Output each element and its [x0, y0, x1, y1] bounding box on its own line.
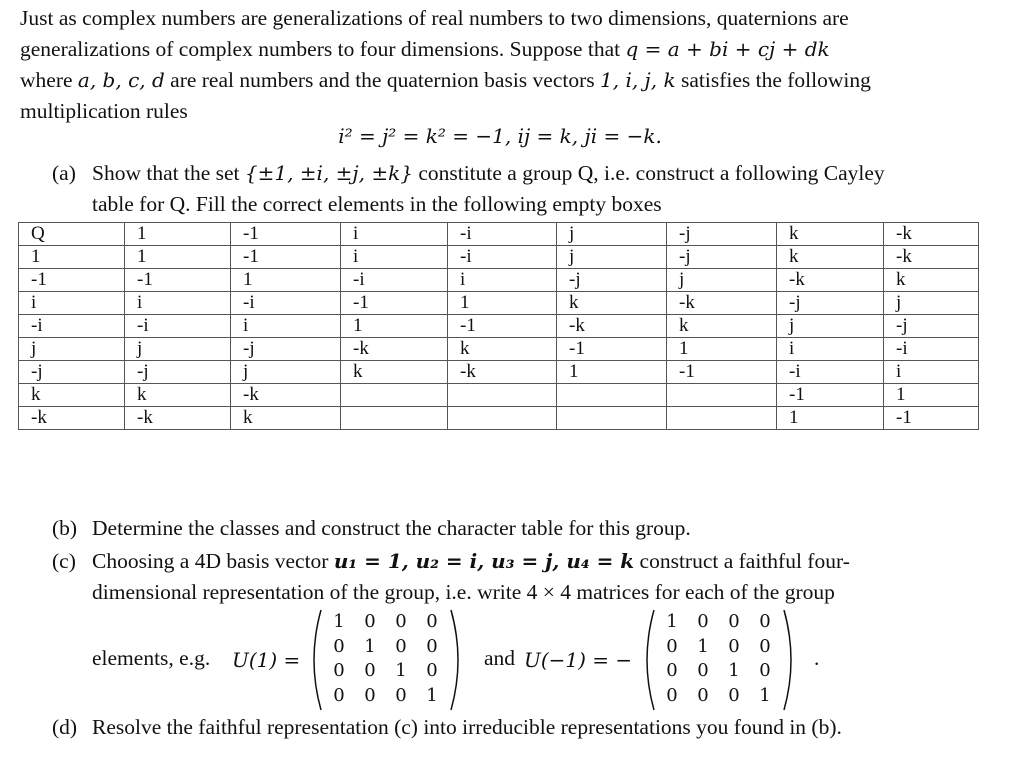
- part-c-text: construct a faithful four-: [634, 549, 850, 573]
- part-c: [52, 546, 1002, 608]
- table-cell: 1: [557, 361, 667, 384]
- matrix-entry: 0: [364, 684, 376, 706]
- matrix-entry: 1: [364, 635, 376, 657]
- table-cell: -1: [884, 407, 979, 430]
- matrix-entry: 1: [395, 660, 407, 681]
- matrix-entry: 0: [395, 635, 407, 657]
- matrix-examples: [92, 608, 1012, 712]
- table-cell: i: [19, 292, 125, 315]
- part-b-label: (b): [52, 516, 78, 540]
- table-cell: 1: [777, 407, 884, 430]
- matrix-entry: 0: [759, 660, 771, 681]
- table-cell: -k: [231, 384, 341, 407]
- empty-cell[interactable]: [557, 407, 667, 430]
- matrix-entry: 0: [728, 611, 740, 632]
- matrix-entry: 0: [666, 684, 678, 706]
- part-d-label: (d): [52, 715, 78, 739]
- part-c-text: Choosing a 4D basis vector: [92, 549, 334, 573]
- intro-text: satisfies the following: [675, 68, 871, 92]
- table-cell: -j: [125, 361, 231, 384]
- right-paren: [451, 610, 458, 710]
- table-cell: -k: [884, 223, 979, 246]
- matrix-entry: 0: [697, 684, 709, 706]
- part-b-text: Determine the classes and construct the character table for this group.: [92, 516, 691, 540]
- table-cell: -1: [19, 269, 125, 292]
- table-row: [19, 338, 979, 361]
- matrix-entry: 0: [728, 635, 740, 657]
- table-cell: j: [557, 246, 667, 269]
- matrix-entry: 1: [697, 635, 709, 657]
- table-cell: k: [231, 407, 341, 430]
- table-cell: -1: [448, 315, 557, 338]
- table-cell: k: [125, 384, 231, 407]
- table-cell: i: [125, 292, 231, 315]
- table-cell: -1: [231, 246, 341, 269]
- intro-text: generalizations of complex numbers to four dimensions. Suppose that: [20, 37, 626, 61]
- table-row: [19, 292, 979, 315]
- part-a-text: constitute a group Q, i.e. construct a following Cayley: [412, 161, 885, 185]
- table-header-row: [19, 223, 979, 246]
- table-cell: -j: [667, 246, 777, 269]
- part-c-text: dimensional representation of the group, i.e. write 4 × 4 matrices for each of the group: [92, 580, 835, 604]
- matrix-entry: 0: [697, 611, 709, 632]
- table-cell: -k: [667, 292, 777, 315]
- table-cell: -j: [884, 315, 979, 338]
- matrix-entry: 1: [759, 684, 771, 706]
- table-cell: 1: [19, 246, 125, 269]
- table-cell: -i: [231, 292, 341, 315]
- table-cell: i: [884, 361, 979, 384]
- period: .: [814, 646, 820, 670]
- empty-cell[interactable]: [341, 407, 448, 430]
- table-cell: i: [341, 223, 448, 246]
- table-cell: -1: [341, 292, 448, 315]
- matrix-entry: 0: [333, 684, 345, 706]
- table-cell: -i: [448, 223, 557, 246]
- table-cell: j: [19, 338, 125, 361]
- matrix-entry: 1: [426, 684, 438, 706]
- table-cell: Q: [19, 223, 125, 246]
- matrix-entry: 0: [364, 611, 376, 632]
- table-cell: -k: [557, 315, 667, 338]
- table-cell: 1: [231, 269, 341, 292]
- part-a-label: (a): [52, 161, 76, 185]
- table-cell: 1: [667, 338, 777, 361]
- table-cell: j: [884, 292, 979, 315]
- part-c-label: (c): [52, 549, 76, 573]
- table-cell: -i: [341, 269, 448, 292]
- intro-text: Just as complex numbers are generalizations of real numbers to two dimensions, quaternions are: [20, 6, 849, 30]
- table-cell: -i: [19, 315, 125, 338]
- table-row: [19, 315, 979, 338]
- intro-line-4: [20, 96, 1010, 127]
- table-row: [19, 384, 979, 407]
- matrix-entry: 0: [426, 635, 438, 657]
- matrix-entry: 0: [759, 635, 771, 657]
- table-cell: k: [448, 338, 557, 361]
- table-cell: k: [777, 223, 884, 246]
- table-cell: k: [341, 361, 448, 384]
- table-cell: j: [777, 315, 884, 338]
- table-cell: -k: [341, 338, 448, 361]
- empty-cell[interactable]: [667, 407, 777, 430]
- table-cell: k: [667, 315, 777, 338]
- table-cell: -1: [777, 384, 884, 407]
- basis-vectors: 1, i, j, k: [600, 68, 676, 92]
- right-paren: [784, 610, 791, 710]
- table-cell: 1: [884, 384, 979, 407]
- table-cell: i: [341, 246, 448, 269]
- table-cell: i: [231, 315, 341, 338]
- part-a-text: table for Q. Fill the correct elements in the following empty boxes: [92, 192, 662, 216]
- matrix-entry: 0: [728, 684, 740, 706]
- u1-label: U(1) =: [232, 648, 301, 672]
- table-cell: k: [557, 292, 667, 315]
- matrix-entry: 0: [333, 660, 345, 681]
- table-cell: k: [19, 384, 125, 407]
- matrix-entry: 0: [333, 635, 345, 657]
- table-row: [19, 361, 979, 384]
- table-cell: 1: [125, 223, 231, 246]
- table-cell: -k: [884, 246, 979, 269]
- basis-definition: u₁ = 1, u₂ = i, u₃ = j, u₄ = k: [333, 549, 635, 573]
- matrix-entry: 0: [364, 660, 376, 681]
- table-cell: j: [231, 361, 341, 384]
- quaternion-formula: q = a + bi + cj + dk: [625, 37, 830, 61]
- table-cell: i: [448, 269, 557, 292]
- table-cell: k: [884, 269, 979, 292]
- table-cell: -k: [777, 269, 884, 292]
- matrix-u1: [307, 608, 467, 712]
- matrix-entry: 0: [395, 684, 407, 706]
- table-cell: -i: [777, 361, 884, 384]
- matrix-entry: 1: [666, 611, 678, 632]
- table-cell: -1: [667, 361, 777, 384]
- table-cell: -k: [125, 407, 231, 430]
- table-cell: k: [777, 246, 884, 269]
- matrix-entry: 0: [666, 635, 678, 657]
- table-cell: j: [667, 269, 777, 292]
- matrix-entry: 0: [426, 611, 438, 632]
- intro-text: where: [20, 68, 78, 92]
- empty-cell[interactable]: [448, 407, 557, 430]
- matrix-entry: 0: [666, 660, 678, 681]
- table-cell: i: [777, 338, 884, 361]
- real-coefficients: a, b, c, d: [77, 68, 165, 92]
- table-cell: -j: [667, 223, 777, 246]
- matrix-entry: 0: [759, 611, 771, 632]
- matrix-um1: [640, 608, 800, 712]
- cayley-table-body: [19, 223, 979, 430]
- table-row: [19, 269, 979, 292]
- table-cell: -j: [557, 269, 667, 292]
- table-cell: -k: [19, 407, 125, 430]
- intro-text: multiplication rules: [20, 99, 188, 123]
- and-text: and: [484, 646, 516, 670]
- table-cell: -1: [231, 223, 341, 246]
- part-a-text: Show that the set: [92, 161, 245, 185]
- table-cell: -i: [125, 315, 231, 338]
- matrix-entry: 0: [395, 611, 407, 632]
- group-set: {±1, ±i, ±j, ±k}: [244, 161, 413, 185]
- matrix-entry: 0: [697, 660, 709, 681]
- table-cell: -i: [884, 338, 979, 361]
- table-cell: -j: [777, 292, 884, 315]
- matrix-entry: 1: [728, 660, 740, 681]
- table-row: [19, 246, 979, 269]
- empty-cell[interactable]: [341, 384, 448, 407]
- table-row: [19, 407, 979, 430]
- matrix-entry: 0: [426, 660, 438, 681]
- intro-text: are real numbers and the quaternion basis vectors: [164, 68, 600, 92]
- part-d-text: Resolve the faithful representation (c) into irreducible representations you found in (b).: [92, 715, 842, 739]
- cayley-table: [18, 222, 979, 430]
- empty-cell[interactable]: [667, 384, 777, 407]
- intro-line-3: [20, 65, 1010, 96]
- table-cell: 1: [448, 292, 557, 315]
- table-cell: -j: [19, 361, 125, 384]
- left-paren: [647, 610, 654, 710]
- table-cell: j: [557, 223, 667, 246]
- part-a: [52, 158, 1002, 220]
- table-cell: -1: [557, 338, 667, 361]
- elements-text: elements, e.g.: [92, 646, 211, 670]
- multiplication-rules-equation: i² = j² = k² = −1, ij = k, ji = −k.: [338, 124, 662, 148]
- table-cell: -1: [125, 269, 231, 292]
- table-cell: j: [125, 338, 231, 361]
- table-cell: 1: [125, 246, 231, 269]
- table-cell: -i: [448, 246, 557, 269]
- intro-line-2: [20, 34, 1010, 65]
- table-cell: -k: [448, 361, 557, 384]
- table-cell: 1: [341, 315, 448, 338]
- intro-line-1: [20, 3, 1010, 34]
- table-cell: -j: [231, 338, 341, 361]
- left-paren: [314, 610, 321, 710]
- part-d: [52, 712, 1002, 743]
- matrix-entry: 1: [333, 611, 345, 632]
- part-b: [52, 513, 1002, 544]
- empty-cell[interactable]: [448, 384, 557, 407]
- um1-label: U(−1) = −: [524, 648, 633, 672]
- empty-cell[interactable]: [557, 384, 667, 407]
